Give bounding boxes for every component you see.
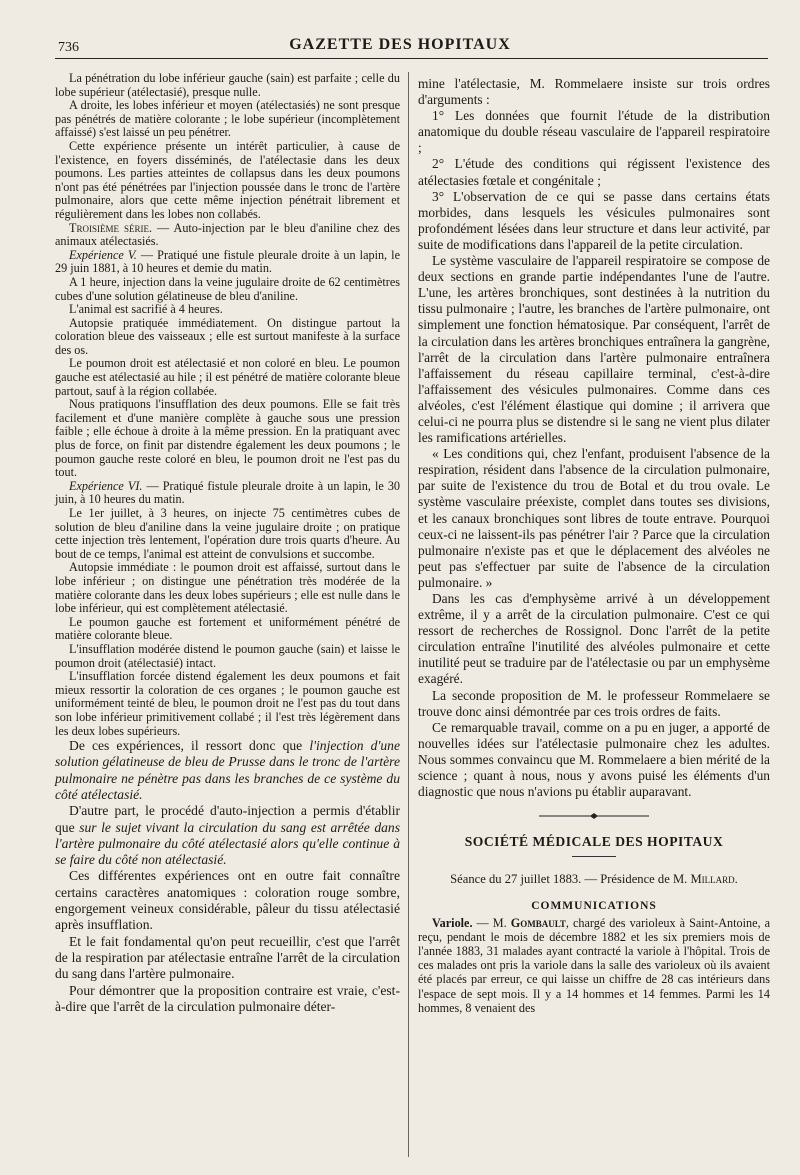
- paragraph: mine l'atélectasie, M. Rommelaere insiste sur trois ordres d'arguments :: [418, 76, 770, 108]
- paragraph: 1° Les données que fournit l'étude de la distribution anatomique du double réseau vasculaire de l'appareil respiratoire ;: [418, 108, 770, 156]
- series-label: Troisième série.: [69, 220, 152, 235]
- seance-line: Séance du 27 juillet 1883. — Présidence de M. Millard.: [450, 872, 738, 887]
- paragraph: L'insufflation modérée distend le poumon gauche (sain) et laisse le poumon droit (atélectasié) intact.: [55, 641, 400, 670]
- paragraph: Autopsie pratiquée immédiatement. On distingue partout la coloration bleue des vaisseaux ; elle est surtout manifeste à la surface des os.: [55, 315, 400, 357]
- topic-label: Variole.: [432, 915, 473, 930]
- paragraph: L'animal est sacrifié à 4 heures.: [69, 302, 223, 317]
- paragraph: Expérience V. — Pratiqué une fistule pleurale droite à un lapin, le 29 juin 1881, à 10 heures et demie du matin.: [55, 247, 400, 276]
- author-name: Gombault: [510, 915, 566, 930]
- paragraph: Troisième série. — Auto-injection par le bleu d'aniline chez des animaux atélectasiés.: [55, 220, 400, 249]
- paragraph: A droite, les lobes inférieur et moyen (atélectasiés) ne sont presque pas pénétrés de matière colorante ; le lobe supérieur (incomplètement affaissé) s'est laissé un peu pénétrer.: [55, 98, 400, 140]
- paragraph: 3° L'observation de ce qui se passe dans certains états morbides, dans lesquels les vésicules pulmonaires sont profondément lésées dans leur structure et dans leur activité, par suite de modifications dans l'appareil de la petite circulation.: [418, 188, 770, 252]
- subsection-title: COMMUNICATIONS: [531, 899, 657, 912]
- paragraph: Cette expérience présente un intérêt particulier, à cause de l'existence, en foyers disséminés, de l'atélectasie dans les deux poumons. Les parties atteintes de collapsus dans les deux poumons n'ont pas été pénétrées par l'injection poussée dans le tronc de l'artère pulmonaire, alors que cette même injection pénétrait librement et régulièrement dans les lobes non collabés.: [55, 138, 400, 221]
- paragraph: Expérience VI. — Pratiqué fistule pleurale droite à un lapin, le 30 juin, à 10 heures du matin.: [55, 478, 401, 507]
- conclusion-paragraph: De ces expériences, il ressort donc que l'injection d'une solution gélatineuse de bleu de Prusse dans le tronc de l'artère pulmonaire ne pénètre pas dans les branches de ce système du côté atélectasié.: [55, 738, 400, 802]
- column-divider: [408, 72, 409, 1157]
- paragraph: La pénétration du lobe inférieur gauche (sain) est parfaite ; celle du lobe supérieur (atélectasié), presque nulle.: [55, 71, 400, 99]
- section-separator: [418, 808, 770, 824]
- experiment-label: Expérience V.: [69, 247, 137, 262]
- paragraph: Le poumon gauche est fortement et uniformément pénétré de matière colorante bleue.: [55, 614, 400, 643]
- title-rule: [572, 856, 616, 857]
- paragraph: Ce remarquable travail, comme on a pu en juger, a apporté de nouvelles idées sur l'atélectasie pulmonaire chez les adultes. Nous sommes convaincu que M. Rommelaere a bien mérité de la science ; quant à nous, nous y avons puisé les éléments d'un diagnostic que nous n'avions pu établir auparavant.: [418, 719, 770, 800]
- paragraph: Le système vasculaire de l'appareil respiratoire se compose de deux sections en grande partie indépendantes l'une de l'autre. L'une, les artères bronchiques, sont destinées à la nutrition du tissu pulmonaire ; l'autre, les branches de l'artère pulmonaire, ont simplement une fonction hématosique. Par conséquent, l'arrêt de la circulation dans les artères bronchiques entraînera la gangrène, l'arrêt de la circulation dans l'artère pulmonaire entraînera l'affaissement du réseau capillaire terminal, c'est-à-dire l'affaissement des vésicules pulmonaires. Comme dans ces alvéoles, c'est l'élément élastique qui domine ; il arrivera que celui-ci ne pourra plus se distendre si le sang ne vient plus dilater les ramifications artérielles.: [418, 253, 770, 446]
- paragraph: L'insufflation forcée distend également les deux poumons et fait mieux ressortir la coloration de ces organes ; le poumon gauche est uniformément teinté de bleu, le poumon droit ne l'est pas du tout dans son lobe inférieur primitivement collabé ; il l'est très légèrement dans les deux lobes supérieurs.: [55, 669, 400, 738]
- section-title: SOCIÉTÉ MÉDICALE DES HOPITAUX: [464, 834, 724, 850]
- paragraph: Et le fait fondamental qu'on peut recueillir, c'est que l'arrêt de la respiration par atélectasie entraîne l'arrêt de la circulation du sang dans l'artère pulmonaire.: [55, 933, 400, 982]
- left-column: [55, 72, 400, 1015]
- paragraph: Nous pratiquons l'insufflation des deux poumons. Elle se fait très facilement et d'une manière complète à gauche sous une pression faible ; elle échoue à droite à la même pression. En la pratiquant avec plus de force, on finit par distendre également les deux poumons ; le poumon gauche reste coloré en bleu, le poumon droit ne l'est pas du tout.: [55, 397, 400, 480]
- experiment-label: Expérience VI.: [69, 478, 143, 493]
- paragraph: Pour démontrer que la proposition contraire est vraie, c'est-à-dire que l'arrêt de la circulation pulmonaire déter-: [55, 982, 400, 1014]
- paragraph: Autopsie immédiate : le poumon droit est affaissé, surtout dans le lobe inférieur ; on distingue une pénétration très modérée de la matière colorante dans les deux lobes supérieurs ; elle est nulle dans le lobe inférieur, qui est complètement atélectasié.: [55, 560, 400, 616]
- paragraph: Variole. — M. Gombault, chargé des varioleux à Saint-Antoine, a reçu, pendant le mois de décembre 1882 et les six premiers mois de l'année 1883, 31 malades ayant contracté la variole à l'hôpital. Trois de ces malades ont pris la variole dans la salle des varioleux où ils avaient été placés par erreur, ce qui laisse un chiffre de 28 cas intérieurs dans l'espace de sept mois. Il y a 14 hommes et 14 femmes. Parmi les 14 hommes, 8 venaient des: [418, 915, 770, 1015]
- right-column: [418, 76, 770, 1015]
- conclusion-paragraph: D'autre part, le procédé d'auto-injection a permis d'établir que sur le sujet vivant la circulation du sang est arrêtée dans l'artère pulmonaire du côté atélectasié alors qu'elle continue à se faire du côté non atélectasié.: [55, 803, 400, 868]
- paragraph: Ces différentes expériences ont en outre fait connaître certains caractères anatomiques : coloration rouge sombre, engorgement veineux considérable, pâleur du tissu atélectasié après insufflation.: [55, 868, 400, 933]
- paragraph: La seconde proposition de M. le professeur Rommelaere se trouve donc ainsi démontrée par ces trois ordres de faits.: [418, 687, 770, 719]
- paragraph: A 1 heure, injection dans la veine jugulaire droite de 62 centimètres cubes d'une solution gélatineuse de bleu d'aniline.: [55, 274, 400, 303]
- paragraph: Le 1er juillet, à 3 heures, on injecte 75 centimètres cubes de solution de bleu d'aniline dans la veine jugulaire droite ; on pratique cette injection très lentement, l'opération dure trois quarts d'heure. Au bout de ce temps, l'animal est atteint de convulsions et succombe.: [55, 506, 400, 561]
- paragraph: 2° L'étude des conditions qui régissent l'existence des atélectasies fœtale et congénitale ;: [418, 156, 770, 188]
- page-number: 736: [58, 40, 79, 55]
- running-title: GAZETTE DES HOPITAUX: [289, 36, 511, 53]
- paragraph: Le poumon droit est atélectasié et non coloré en bleu. Le poumon gauche est atélectasié au hile ; il est pénétré de matière colorante bleue partout, sauf à la région collabée.: [55, 356, 400, 398]
- ornament-rule-icon: [539, 812, 649, 820]
- paragraph: Dans les cas d'emphysème arrivé à un développement extrême, il y a arrêt de la circulation pulmonaire. C'est ce qui ressort de recherches de Rossignol. Donc l'arrêt de la petite circulation entraîne l'inutilité des alvéoles pulmonaire et cette inutilité peut se traduire par de l'atélectasie ou par un emphysème exagéré.: [418, 591, 770, 687]
- header-rule: [55, 58, 768, 59]
- quote-paragraph: « Les conditions qui, chez l'enfant, produisent l'absence de la respiration, résident dans l'absence de la circulation pulmonaire, par suite de l'existence du trou de Botal et du trou ovale. Le système vasculaire préexiste, complet dans toutes ses divisions, et les canaux bronchiques sont libres de toute entrave. Pourquoi ceux-ci ne laissent-ils pas pénétrer l'air ? Parce que la circulation pulmonaire n'existe pas et que le déplacement des alvéoles ne peut pas s'effectuer par suite de l'absence de la circulation pulmonaire. »: [418, 446, 770, 590]
